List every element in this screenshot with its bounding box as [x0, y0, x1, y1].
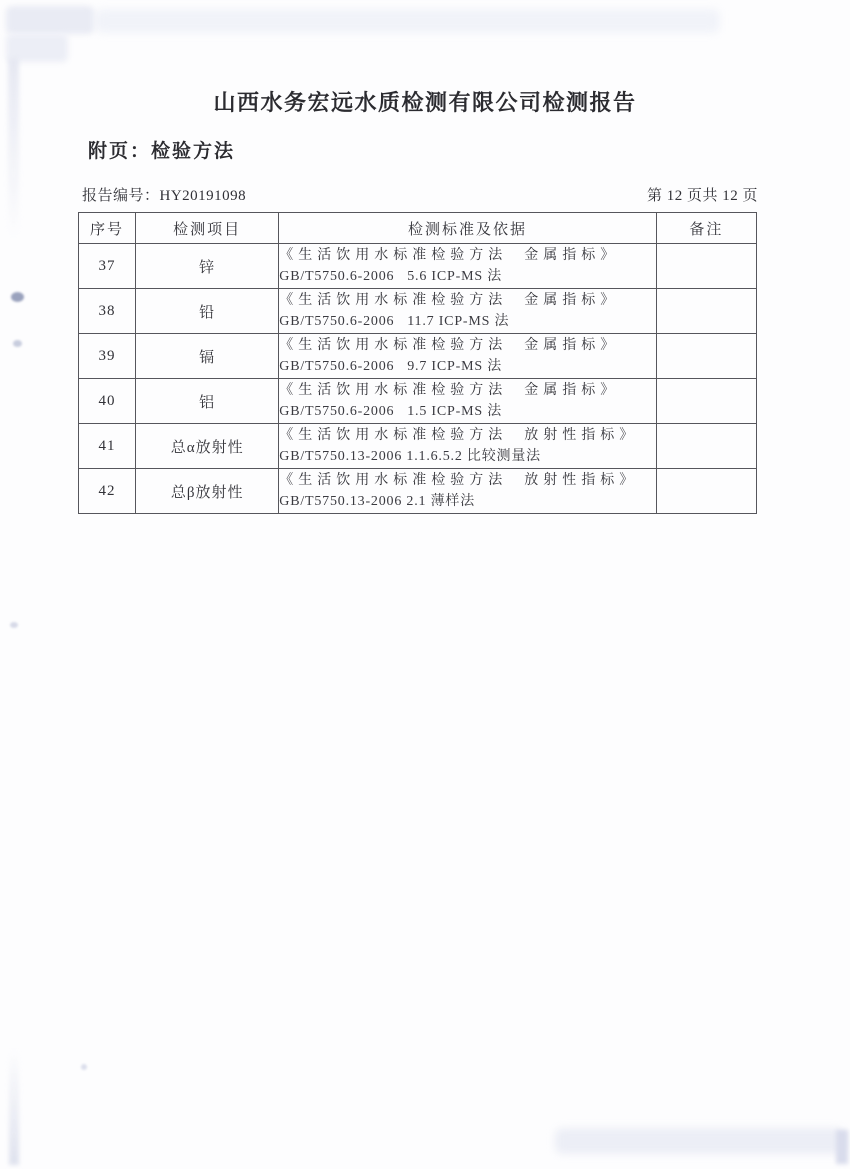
table-row — [79, 469, 757, 514]
header-seq-no: 序号 — [79, 213, 136, 244]
row-seq-no: 41 — [79, 424, 136, 469]
standard-title: 《生活饮用水标准检验方法 金属指标》 — [279, 383, 620, 398]
scan-smudge-top-left-2 — [6, 34, 68, 62]
page-indicator: 第 12 页共 12 页 — [646, 188, 758, 204]
header-standard: 检测标准及依据 — [279, 213, 657, 244]
page-title: 山西水务宏远水质检测有限公司检测报告 — [213, 90, 637, 115]
remark-cell — [656, 379, 756, 424]
report-number — [82, 184, 246, 205]
remark-cell — [656, 244, 756, 289]
table-row — [79, 244, 757, 289]
scan-speck-left-2 — [13, 340, 22, 347]
standard-cell — [279, 469, 657, 514]
row-seq-no: 39 — [79, 334, 136, 379]
standard-cell — [279, 379, 657, 424]
table-row — [79, 334, 757, 379]
scan-smudge-top-left — [6, 6, 94, 34]
test-item: 铝 — [136, 379, 279, 424]
scan-speck-left-3 — [10, 622, 18, 628]
standard-title: 《生活饮用水标准检验方法 金属指标》 — [279, 248, 620, 263]
standard-title: 《生活饮用水标准检验方法 放射性指标》 — [279, 473, 639, 488]
scan-smudge-top — [95, 9, 720, 33]
standard-method: GB/T5750.6-2006 11.7 ICP-MS 法 — [279, 314, 510, 329]
standard-cell — [279, 334, 657, 379]
header-test-item: 检测项目 — [136, 213, 279, 244]
report-number-value: HY20191098 — [159, 188, 247, 204]
test-item: 总β放射性 — [136, 469, 279, 514]
row-seq-no: 40 — [79, 379, 136, 424]
scan-streak-left — [8, 58, 19, 238]
standard-cell — [279, 244, 657, 289]
test-item: 锌 — [136, 244, 279, 289]
remark-cell — [656, 334, 756, 379]
attachment-heading: 附页：检验方法 — [88, 141, 236, 162]
standard-title: 《生活饮用水标准检验方法 放射性指标》 — [279, 428, 639, 443]
standard-title: 《生活饮用水标准检验方法 金属指标》 — [279, 338, 620, 353]
scan-smudge-bottom-right — [555, 1128, 845, 1154]
scan-mark-bottom-right — [836, 1130, 848, 1164]
row-seq-no: 37 — [79, 244, 136, 289]
test-item: 铅 — [136, 289, 279, 334]
test-item: 镉 — [136, 334, 279, 379]
table-row — [79, 424, 757, 469]
report-number-label: 报告编号： — [82, 188, 160, 204]
standard-method: GB/T5750.13-2006 1.1.6.5.2 比较测量法 — [279, 449, 541, 464]
standard-method: GB/T5750.6-2006 5.6 ICP-MS 法 — [279, 269, 503, 284]
row-seq-no: 42 — [79, 469, 136, 514]
standard-method: GB/T5750.13-2006 2.1 薄样法 — [279, 494, 476, 509]
remark-cell — [656, 469, 756, 514]
row-seq-no: 38 — [79, 289, 136, 334]
table-row — [79, 289, 757, 334]
test-methods-table — [78, 212, 757, 514]
remark-cell — [656, 289, 756, 334]
remark-cell — [656, 424, 756, 469]
standard-cell — [279, 289, 657, 334]
report-meta-row — [82, 184, 758, 205]
scan-speck-bottom — [81, 1064, 87, 1070]
scan-streak-bottom-left — [9, 1050, 19, 1165]
standard-cell — [279, 424, 657, 469]
table-row — [79, 379, 757, 424]
header-remark: 备注 — [656, 213, 756, 244]
standard-title: 《生活饮用水标准检验方法 金属指标》 — [279, 293, 620, 308]
test-item: 总α放射性 — [136, 424, 279, 469]
table-header-row — [79, 213, 757, 244]
standard-method: GB/T5750.6-2006 1.5 ICP-MS 法 — [279, 404, 503, 419]
scan-speck-left-1 — [11, 292, 24, 302]
standard-method: GB/T5750.6-2006 9.7 ICP-MS 法 — [279, 359, 503, 374]
